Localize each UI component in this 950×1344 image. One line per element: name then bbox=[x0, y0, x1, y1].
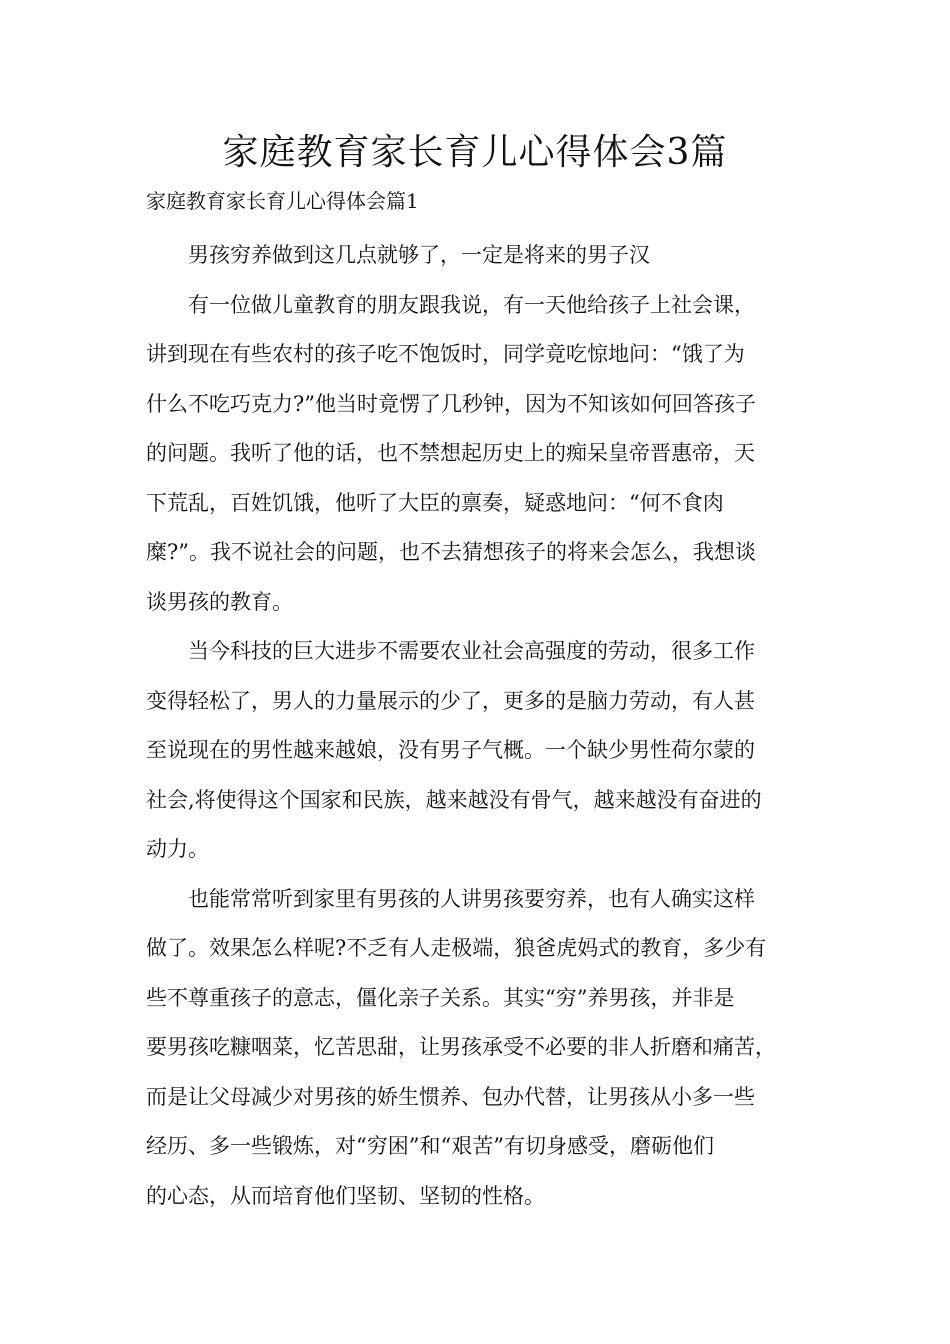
section-heading: 家庭教育家长育儿心得体会篇1 bbox=[146, 189, 419, 213]
paragraph bbox=[146, 627, 818, 875]
paragraph-line: 社会,将使得这个国家和民族，越来越没有骨气，越来越没有奋进的 bbox=[146, 787, 762, 812]
paragraph-line: 下荒乱，百姓饥饿，他听了大臣的禀奏，疑惑地问：“何不食肉 bbox=[146, 490, 724, 515]
paragraph-line: 也能常常听到家里有男孩的人讲男孩要穷养，也有人确实这样 bbox=[188, 886, 755, 911]
paragraph-line: 要男孩吃糠咽菜，忆苦思甜，让男孩承受不必要的非人折磨和痛苦， bbox=[146, 1035, 776, 1059]
paragraph bbox=[146, 281, 818, 628]
paragraph-line: 讲到现在有些农村的孩子吃不饱饭时，同学竟吃惊地问：“饿了为 bbox=[146, 342, 745, 366]
paragraph bbox=[146, 231, 818, 281]
paragraph-line: 谈男孩的教育。 bbox=[146, 589, 293, 614]
paragraph-line: 的问题。我听了他的话，也不禁想起历史上的痴呆皇帝晋惠帝，天 bbox=[146, 441, 755, 465]
paragraph-line: 男孩穷养做到这几点就够了，一定是将来的男子汉 bbox=[188, 243, 650, 267]
document-title: 家庭教育家长育儿心得体会3篇 bbox=[222, 132, 728, 173]
paragraph-line: 至说现在的男性越来越娘，没有男子气概。一个缺少男性荷尔蒙的 bbox=[146, 738, 755, 762]
document-body bbox=[146, 231, 818, 1221]
paragraph-line: 什么不吃巧克力?”他当时竟愣了几秒钟，因为不知该如何回答孩子 bbox=[146, 391, 756, 416]
paragraph-line: 糜?”。我不说社会的问题，也不去猜想孩子的将来会怎么，我想谈 bbox=[146, 540, 756, 564]
paragraph-line: 的心态，从而培育他们坚韧、坚韧的性格。 bbox=[146, 1183, 545, 1208]
paragraph-line: 变得轻松了，男人的力量展示的少了，更多的是脑力劳动，有人甚 bbox=[146, 688, 755, 713]
paragraph-line: 经历、多一些锻炼，对“穷困”和“艰苦”有切身感受，磨砺他们 bbox=[146, 1134, 714, 1158]
paragraph-line: 做了。效果怎么样呢?不乏有人走极端，狼爸虎妈式的教育，多少有 bbox=[146, 936, 767, 960]
paragraph-line: 有一位做儿童教育的朋友跟我说，有一天他给孩子上社会课， bbox=[188, 292, 755, 317]
paragraph-line: 些不尊重孩子的意志，僵化亲子关系。其实“穷”养男孩，并非是 bbox=[146, 985, 735, 1010]
paragraph bbox=[146, 875, 818, 1222]
paragraph-line: 动力。 bbox=[146, 837, 209, 861]
paragraph-line: 而是让父母减少对男孩的娇生惯养、包办代替，让男孩从小多一些 bbox=[146, 1084, 755, 1109]
paragraph-line: 当今科技的巨大进步不需要农业社会高强度的劳动，很多工作 bbox=[188, 639, 755, 663]
